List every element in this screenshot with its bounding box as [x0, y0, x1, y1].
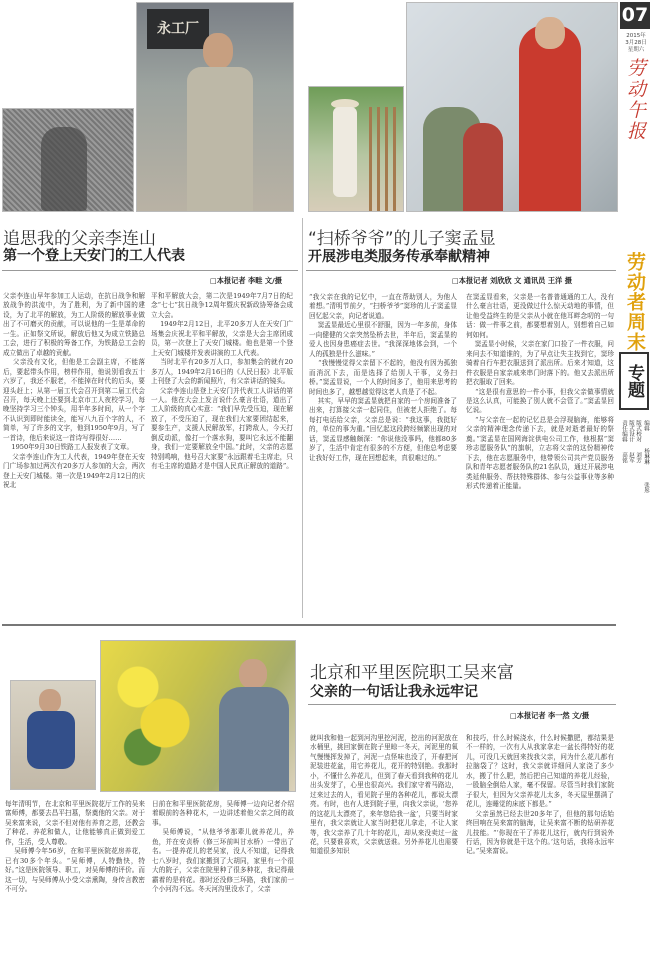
section-name: 劳动者周末	[624, 252, 646, 352]
father-body	[27, 711, 75, 769]
credit-role-3: 版式校对	[635, 420, 641, 442]
credit-name-2: 赵军	[628, 452, 634, 463]
article1-byline: □本报记者 李畦 文/摄	[210, 276, 282, 285]
article3-headline: 北京和平里医院职工吴来富	[310, 663, 514, 683]
article3-rule	[308, 704, 616, 705]
volunteer-man	[519, 25, 581, 211]
article1-col1: 父亲李连山早年参加工人运动，在抗日战争和解放战争的洪流中，为了胜利，为了新中国的建设，为了北平的解放，为工人阶级的解放事业做出了不可磨灭的贡献，可以说他的一生是革命的一生。正如祭文所说，解放后他又为成立铁路总工会，进行了积极的筹备工作，为铁路总工会的成立做出了卓越的贡献。 父亲没有文化，但他是工会副主席，不能落后，要起带头作用，榜样作用，他说别看我五十六岁了，我还不服老，不能掉在时代的后头，要迎头赶上；从第一届工代会召开到第二届工代会召开，每天晚上还要到北京市工人夜校学习，每晚坚持学习三个钟头，用半年多时间，从一个字不认识到即时能读全，能写八九百个字的人，不简单，写了许多的文字，他到1950年9月，写了一首诗，他后来说这一首诗写得很好…… 1950年9月30日铁路工人报发表了文章。 父亲李连山作为工人代表，1949年登在天安门广场参加过两次有20多万人参加的大会，两次登上天安门城楼。第一次是1949年2月12日的庆祝北	[3, 292, 145, 490]
article2-rule	[306, 270, 616, 271]
photo-elder-sweeping	[308, 86, 404, 212]
article3-subheadline: 父亲的一句话让我永远牢记	[310, 684, 478, 700]
page-number: 07	[620, 2, 650, 29]
credit-role-4: 编辑	[643, 420, 649, 431]
date-year: 2015年	[626, 33, 646, 39]
credit-name-1: 高铭	[621, 452, 627, 463]
photo-volunteers-children	[406, 2, 618, 212]
date-weekday: 星期六	[627, 47, 645, 53]
credit-name-5: 张彤	[643, 482, 649, 493]
credits-block	[620, 420, 652, 530]
credit-name-3: 刘芳	[635, 452, 641, 463]
article2-col2: 在窦孟显看来，父亲是一名普普通通的工人，没有什么豪言壮语，更没做过什么惊天动地的事情，但让他受益终生的是父亲从小就在他耳畔念叨的一句话：做一件事之前，都要想着别人，别想着自己如何如何。 窦孟显小时候，父亲在家门口捡了一件衣服，问来问去不知道谁的，为了早点让失主找到它，窦珍骑着自行车把衣服送到了派出所。后来才知道，这件衣服是自家亲戚来串门时落下的。他又去派出所把衣服取了回来。 “这是很有意思的一件小事，但我父亲做事情就是这么认真，可能换了别人就不会管了。”窦孟显回忆说。 “与父亲在一起的记忆总是会浮现脑海，能够将父亲的精神理念传递下去，就是对逝者最好的祭奠。”窦孟显在国网海淀供电公司工作，他根据“窦珍志愿服务队”的旗帜，立志将父亲的这份精神传下去，他在志愿服务中，他带领公司共产党员服务队和青年志愿者服务队的21名队员，通过开展涉电类延伸服务、帮扶特殊群体、参与公益事业等多种形式传递着正能量。	[466, 293, 614, 491]
article1-subheadline: 第一个登上天安门的工人代表	[3, 248, 185, 264]
article3-col3: 就叫我和他一起到河沟里挖河泥，挖出的河泥放在水桶里，挑回家倒在院子里晾一冬天，河泥里的氧气慢慢挥发掉了，河泥一点怪味也没了，开春把河泥装进花盆，用它养花儿，花开的特别艳。我那时小，不懂什么养花儿，但到了春天看到我种的花儿出头发芽了，心里也很高兴。我们家守着马路边，过来过去的人，看见院子里的各种花儿，都说太漂亮。有时，也有人进到院子里，向我父亲说，‘您养的这花儿太漂亮了，来年您给我一盆’，只要当时家里有，我父亲就让人家当时把花儿拿走，不让人家等，我父亲养了几十年的花儿，却从来没卖过一盆花，只要谁喜欢，父亲就送谁。另外养花儿也需要知道很多知识	[310, 734, 458, 856]
gardener-head	[239, 659, 267, 689]
photo-man-portrait	[136, 2, 294, 212]
newspaper-logo: 劳动午报	[624, 58, 646, 142]
article3-col4: 和技巧，什么时候浇水，什么时候撒肥，都结果是不一样的，一次有人从我家拿走一盆长得特好的花儿，可没几天就回来找我父亲，问为什么花儿都有拉脑袋了？这时，我父亲就详细问人家浇了多少水，搬了什么肥，然后把自己知道的养花儿经验，一股脑全倒给人家，毫不保留。尽管当时我们家院子很大，但因为父亲养花儿太多，冬天屋里摆满了花儿，连睡觉的床底下都是。” 父亲虽然已经去世20多年了，但他的那句话始终回响在吴来富的脑海，让吴来富不断的钻研养花儿技能。“‘你现在干了养花儿这行，就内行到说外行话，因为你就是干这个的。’这句话，我将永远牢记。”吴来富说。	[466, 734, 614, 856]
article3-col2: 日前在和平里医院花房，吴师傅一边向记者介绍着眼前的各种花木，一边讲述着他父亲之间的故事。 吴师傅说，“从他爷爷那辈儿就养花儿，养鱼，并在安贞桥（修三环前叫甘水桥）一带出了名。一提养花儿的老吴家，没人不知道，记得我七八岁时，我们家搬到了大胡同，家里有一个很大的院子，父亲在院里种了很多种花，我记得最霸着的是荷花。那时还没修三环路，我们家前一个小河沟不远。冬天河沟里没水了，父亲	[152, 800, 294, 894]
article2-byline: □本报记者 刘欣欣 文 通讯员 王洋 摄	[452, 276, 572, 285]
article2-col1: “我父亲在我的记忆中，一直在帮助别人，为他人着想。”清明节前夕，“扫桥爷爷”窦珍的儿子窦孟显回忆起父亲，向记者说道。 窦孟显最近心里很不舒服，因为一年多前，身体一向健健的父亲突然坠桥去世，半年后，窦孟显的爱人也因身患癌症去世。“我深深地体会到，一个人的孤独是什么滋味。” “我慢慢觉得父亲留下不起的，他没有因为孤独而消沉下去，而是选择了给别人干事，义务扫桥。”窦孟显说，一个人的时间多了，他用来思考的时间也多了，越想越觉得这老人真是了不起。 其实，早早的窦孟显就把自家的一个房间准备了出来，打算接父亲一起同住，但被老人拒绝了。每每打电话给父亲，父亲总是说：“我这事，我挺好的，单位的事为重。”回忆起这段跨经频繁出现的对话，窦孟显感触颇深：“你说他没事吗，他都80多岁了，生活中肯定有很多的不方便，但他总考虑要让我好好工作，现在回想起来，真很难过的。”	[309, 293, 457, 462]
article3-byline: □本报记者 李一然 文/摄	[510, 711, 590, 720]
date-day: 3月28日	[625, 40, 647, 46]
man-head	[203, 33, 233, 69]
old-photo-figure	[41, 127, 87, 211]
article2-subheadline: 开展涉电类服务传承奉献精神	[308, 249, 490, 265]
father-head	[39, 689, 61, 713]
section-divider	[2, 624, 616, 626]
article3-col1: 每年清明节，在北京和平里医院花厅工作的吴来富师傅，都要去昌平扫墓，祭奠他的父亲。对于吴来富来说，父亲不但对他有养育之恩，还教会了种花、养花和做人，让他能够真正做到爱工作，生活，受人尊敬。 吴师傅今年56岁，在和平里医院花房养花，已有30多个年头。“吴师傅，人特勤快，特好。”这是医院领导、职工，对吴师傅的评价。而这一切，与吴师傅从小受父亲熏陶，身传言教密不可分。	[5, 800, 145, 894]
photo-father-seated	[10, 680, 96, 790]
issue-date	[620, 33, 652, 54]
gardener-body	[219, 687, 289, 791]
credit-name-4: 杨琳琳	[643, 448, 649, 465]
man-body	[187, 67, 253, 211]
photo-gardener-flowers	[100, 640, 296, 792]
photo-old-group-portrait	[2, 108, 134, 212]
credit-role-2: 版式设计	[628, 420, 634, 442]
article1-rule	[2, 270, 298, 271]
elder-body	[333, 107, 357, 197]
article1-headline: 追思我的父亲李连山	[3, 229, 156, 249]
volunteer-head	[535, 17, 565, 49]
credit-role-1: 责任编辑	[621, 420, 627, 442]
column-divider	[302, 218, 303, 618]
bridge-railing	[369, 107, 401, 211]
child-red	[463, 123, 503, 211]
factory-sign: 永工厂	[147, 9, 209, 49]
article1-col2: 平和平解放大会，第二次是1949年7月7日的纪念“七七”抗日战争12周年暨庆祝新政协筹备会成立大会。 1949年2月12日，北平20多万人在天安门广场集会庆祝北平和平解放，父亲是大会主席团成员，第一次登上了天安门城楼。他也是第一个登上天安门城楼并发表讲演的工人代表。 当时北平有20多万人口，参加集会的就有20多万人，1949年2月16日的《人民日报》北平版上刊登了大会的新闻照片，有父亲讲话的镜头。 父亲李连山是登上天安门并代表工人讲话的第一人。他在大会上发言说什么豪言壮语，道出了工人阶级的真心实意：“我们早先受压迫，现在解放了，不受压迫了，现在我们大家要团结起来，要参生产，支援人民解放军，打跨敌人，今天打倒反动派，像打一个落水狗，要叫它永远不能翻身，我们一定要解放全中国。”此时，父亲的志愿特别鸣响，他号召大家要“永远跟着毛主席走，只有毛主席的道路才是中国人民真正解放的道路”。	[151, 292, 293, 471]
article2-headline: “扫桥爷爷”的儿子窦孟显	[308, 229, 496, 249]
section-tag: 专题	[619, 352, 649, 410]
flowers-cluster	[111, 651, 201, 771]
